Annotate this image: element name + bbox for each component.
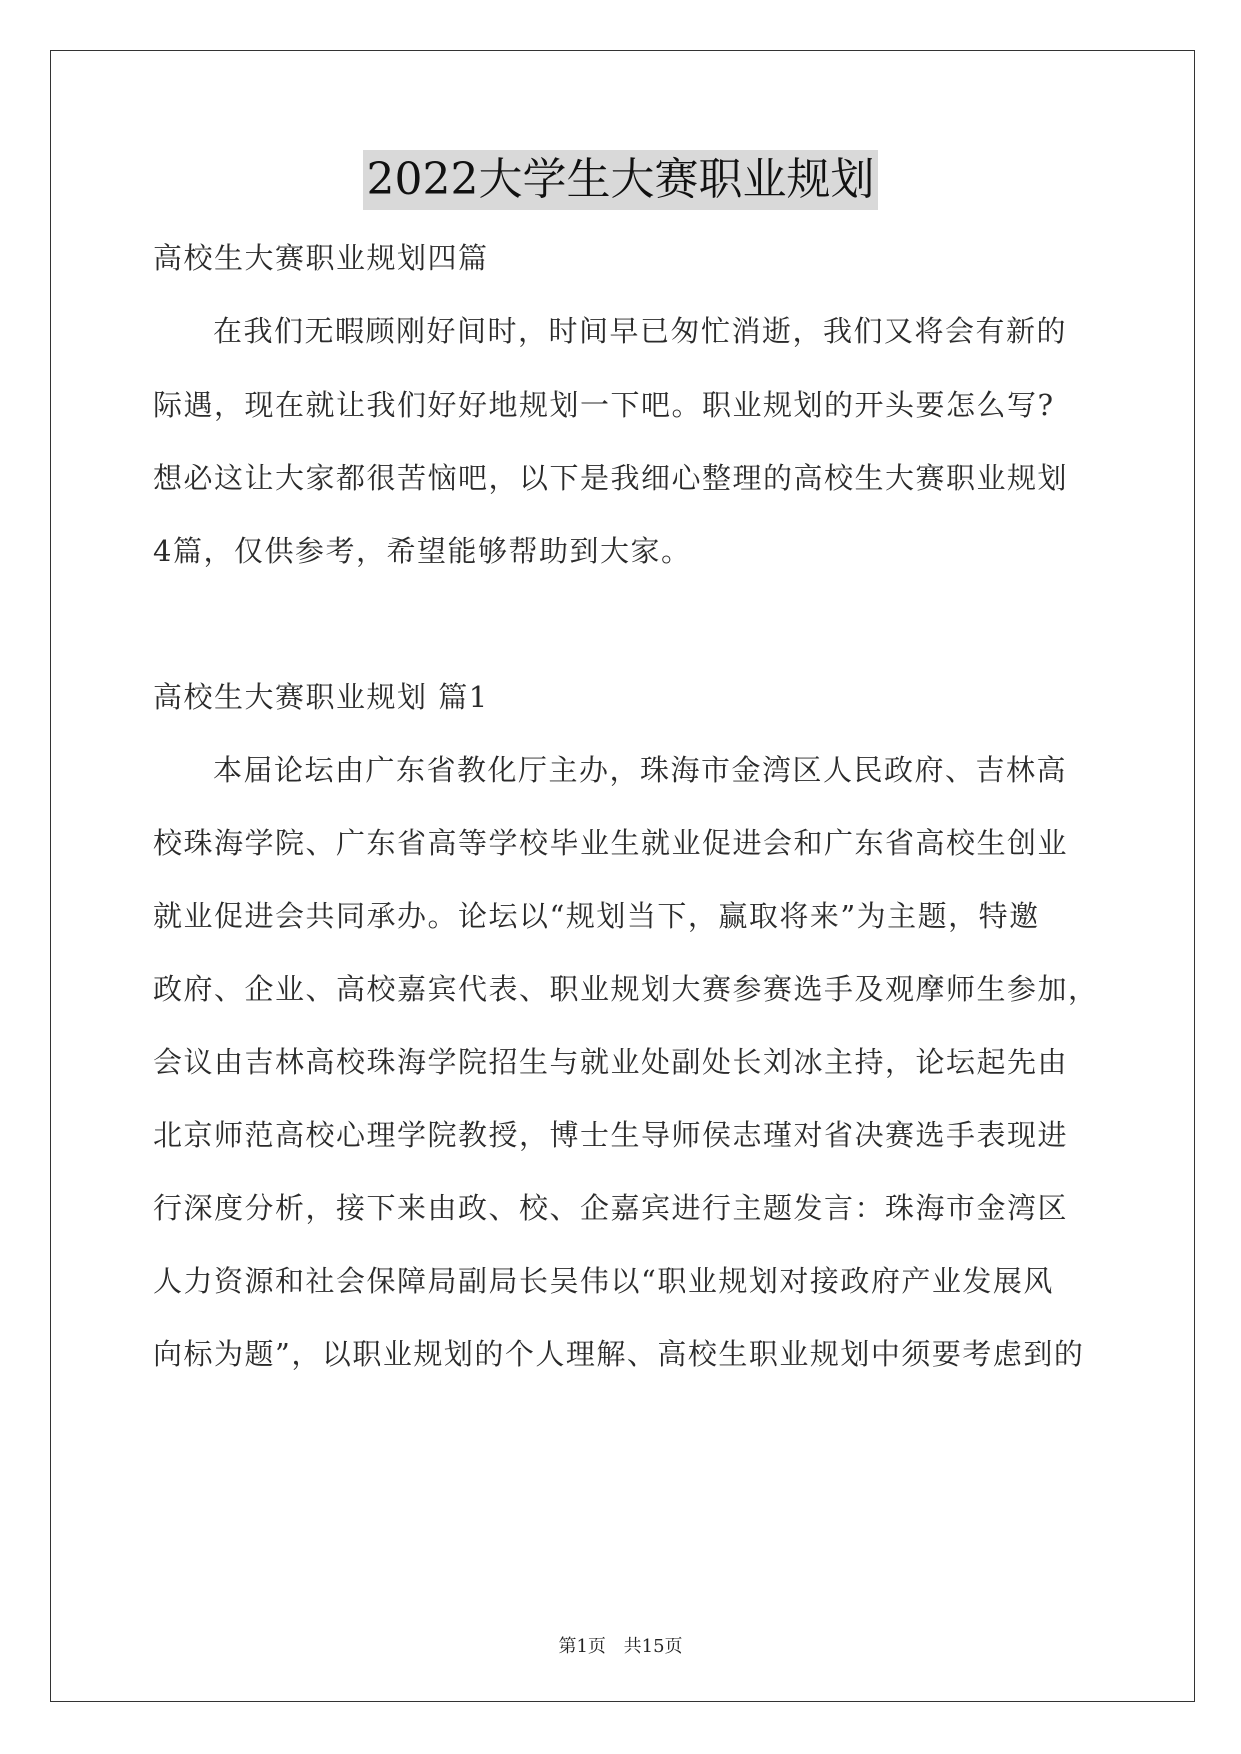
intro-line: 4篇，仅供参考，希望能够帮助到大家。 (153, 534, 692, 568)
page-number: 第1页 (558, 1636, 606, 1657)
body-line: 北京师范高校心理学院教授，博士生导师侯志瑾对省决赛选手表现进 (153, 1118, 1069, 1152)
body-line: 会议由吉林高校珠海学院招生与就业处副处长刘冰主持，论坛起先由 (153, 1045, 1069, 1079)
document-subtitle: 高校生大赛职业规划四篇 (153, 241, 489, 275)
body-line: 本届论坛由广东省教化厅主办，珠海市金湾区人民政府、吉林高 (213, 753, 1068, 787)
body-line: 政府、企业、高校嘉宾代表、职业规划大赛参赛选手及观摩师生参加， (153, 972, 1099, 1006)
intro-line: 际遇，现在就让我们好好地规划一下吧。职业规划的开头要怎么写? (153, 388, 1055, 422)
section-heading: 高校生大赛职业规划 篇1 (153, 680, 489, 714)
body-line: 就业促进会共同承办。论坛以“规划当下，赢取将来”为主题，特邀 (153, 899, 1040, 933)
page-total: 共15页 (623, 1636, 683, 1657)
intro-line: 在我们无暇顾刚好间时，时间早已匆忙消逝，我们又将会有新的 (213, 314, 1068, 348)
page-footer (0, 1632, 1241, 1658)
body-line: 人力资源和社会保障局副局长吴伟以“职业规划对接政府产业发展风 (153, 1264, 1054, 1298)
page-frame (50, 50, 1195, 1702)
title-container (0, 150, 1241, 210)
body-line: 行深度分析，接下来由政、校、企嘉宾进行主题发言：珠海市金湾区 (153, 1191, 1069, 1225)
intro-line: 想必这让大家都很苦恼吧，以下是我细心整理的高校生大赛职业规划 (153, 461, 1069, 495)
body-line: 校珠海学院、广东省高等学校毕业生就业促进会和广东省高校生创业 (153, 826, 1069, 860)
document-title: 2022大学生大赛职业规划 (363, 150, 879, 210)
body-line: 向标为题”，以职业规划的个人理解、高校生职业规划中须要考虑到的 (153, 1337, 1085, 1371)
